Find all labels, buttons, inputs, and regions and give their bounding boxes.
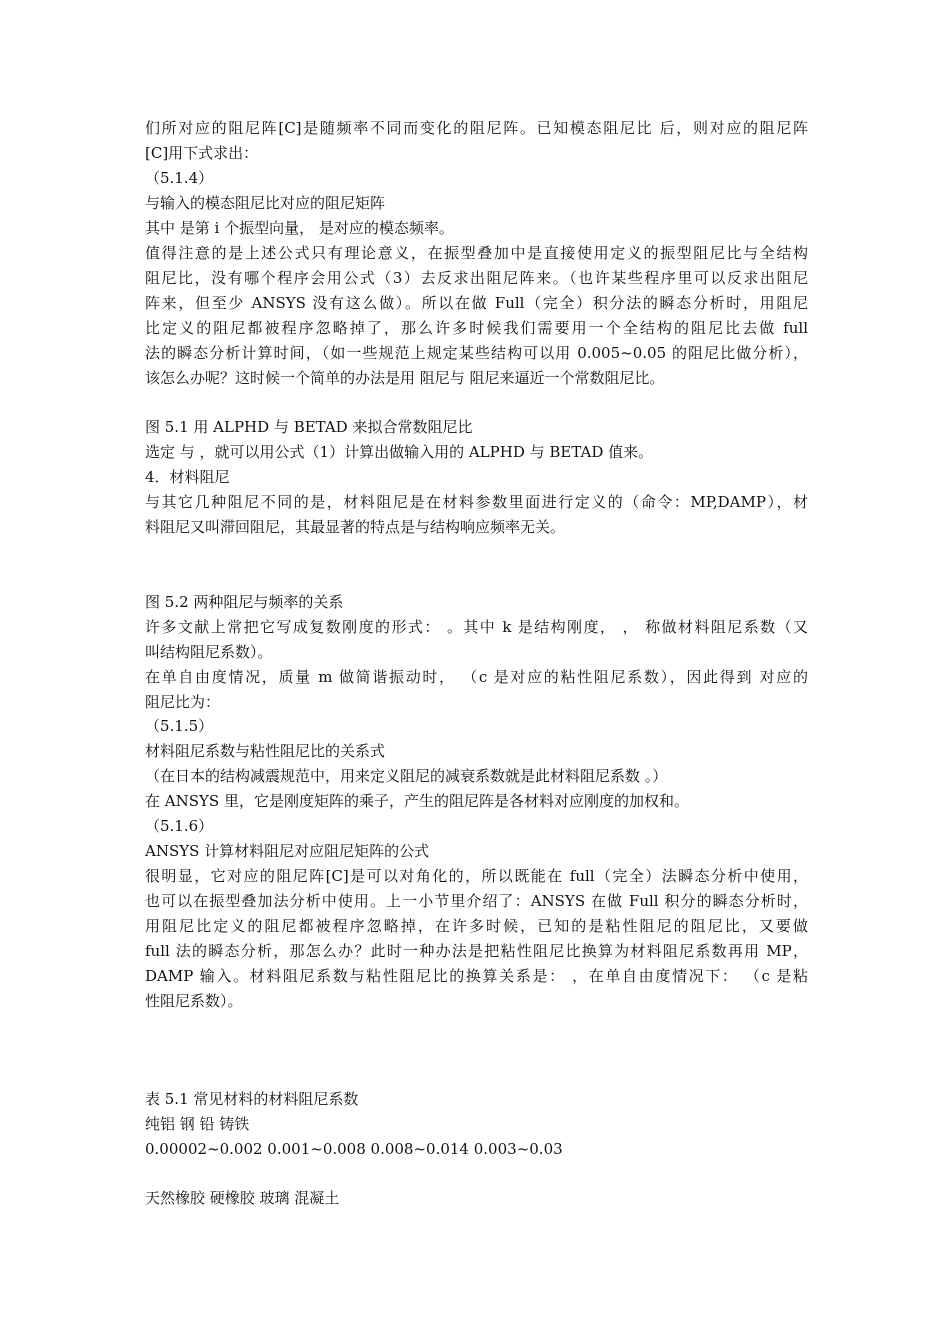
table-row: 纯铝 钢 铅 铸铁 (145, 1115, 250, 1133)
text-line: 值得注意的是上述公式只有理论意义，在振型叠加中是直接使用定义的振型阻尼比与全结构 (145, 244, 808, 262)
text-line: 该怎么办呢？这时候一个简单的办法是用 阻尼与 阻尼来逼近一个常数阻尼比。 (145, 369, 665, 387)
text-line: 也可以在振型叠加法分析中使用。上一小节里介绍了：ANSYS 在做 Full 积分的瞬态分析时， (145, 892, 808, 910)
text-line: 与输入的模态阻尼比对应的阻尼矩阵 (145, 194, 386, 212)
text-line: 性阻尼系数）。 (145, 992, 243, 1010)
figure-caption: 图 5.1 用 ALPHD 与 BETAD 来拟合常数阻尼比 (145, 418, 473, 436)
text-line: 在单自由度情况，质量 m 做简谐振动时， （c 是对应的粘性阻尼系数），因此得到 对应的 (145, 668, 808, 686)
text-line: 很明显，它对应的阻尼阵[C]是可以对角化的，所以既能在 full（完全）法瞬态分析中使用， (145, 867, 808, 885)
text-line: 许多文献上常把它写成复数刚度的形式： 。其中 k 是结构刚度， ， 称做材料阻尼系数（又 (145, 618, 808, 636)
text-line: （在日本的结构减震规范中，用来定义阻尼的减衰系数就是此材料阻尼系数 。） (145, 767, 668, 785)
text-line: 叫结构阻尼系数）。 (145, 643, 273, 661)
table-row: 天然橡胶 硬橡胶 玻璃 混凝土 (145, 1189, 340, 1207)
text-line: 比定义的阻尼都被程序忽略掉了，那么许多时候我们需要用一个全结构的阻尼比去做 full (145, 319, 808, 337)
section-heading: 4．材料阻尼 (145, 468, 230, 486)
text-line: [C]用下式求出： (145, 144, 259, 162)
text-line: 其中 是第 i 个振型向量， 是对应的模态频率。 (145, 219, 454, 237)
table-caption: 表 5.1 常见材料的材料阻尼系数 (145, 1090, 359, 1108)
text-line: 阵来，但至少 ANSYS 没有这么做）。所以在做 Full（完全）积分法的瞬态分析时，用阻尼 (145, 294, 808, 312)
equation-number: （5.1.6） (145, 817, 214, 835)
text-line: ANSYS 计算材料阻尼对应阻尼矩阵的公式 (145, 842, 430, 860)
text-line: full 法的瞬态分析，那怎么办？此时一种办法是把粘性阻尼比换算为材料阻尼系数再用 MP， (145, 942, 808, 960)
figure-caption: 图 5.2 两种阻尼与频率的关系 (145, 593, 344, 611)
equation-number: （5.1.4） (145, 169, 214, 187)
text-line: 选定 与 ，就可以用公式（1）计算出做输入用的 ALPHD 与 BETAD 值来。 (145, 443, 654, 461)
text-line: DAMP 输入。材料阻尼系数与粘性阻尼比的换算关系是： ，在单自由度情况下： （c 是粘 (145, 967, 808, 985)
equation-number: （5.1.5） (145, 717, 214, 735)
text-line: 阻尼比，没有哪个程序会用公式（3）去反求出阻尼阵来。（也许某些程序里可以反求出阻尼 (145, 269, 808, 287)
text-line: 材料阻尼系数与粘性阻尼比的关系式 (145, 742, 386, 760)
text-line: 法的瞬态分析计算时间，（如一些规范上规定某些结构可以用 0.005~0.05 的阻尼比做分析）， (145, 344, 808, 362)
text-line: 料阻尼又叫滞回阻尼，其最显著的特点是与结构响应频率无关。 (145, 518, 566, 536)
text-line: 与其它几种阻尼不同的是，材料阻尼是在材料参数里面进行定义的（命令：MP,DAMP），材 (145, 493, 808, 511)
text-line: 阻尼比为： (145, 693, 221, 711)
text-line: 们所对应的阻尼阵[C]是随频率不同而变化的阻尼阵。已知模态阻尼比 后，则对应的阻尼阵 (145, 119, 808, 137)
text-line: 用阻尼比定义的阻尼都被程序忽略掉，在许多时候，已知的是粘性阻尼的阻尼比，又要做 (145, 917, 808, 935)
table-row: 0.00002~0.002 0.001~0.008 0.008~0.014 0.003~0.03 (145, 1140, 563, 1158)
text-line: 在 ANSYS 里，它是刚度矩阵的乘子，产生的阻尼阵是各材料对应刚度的加权和。 (145, 792, 689, 810)
